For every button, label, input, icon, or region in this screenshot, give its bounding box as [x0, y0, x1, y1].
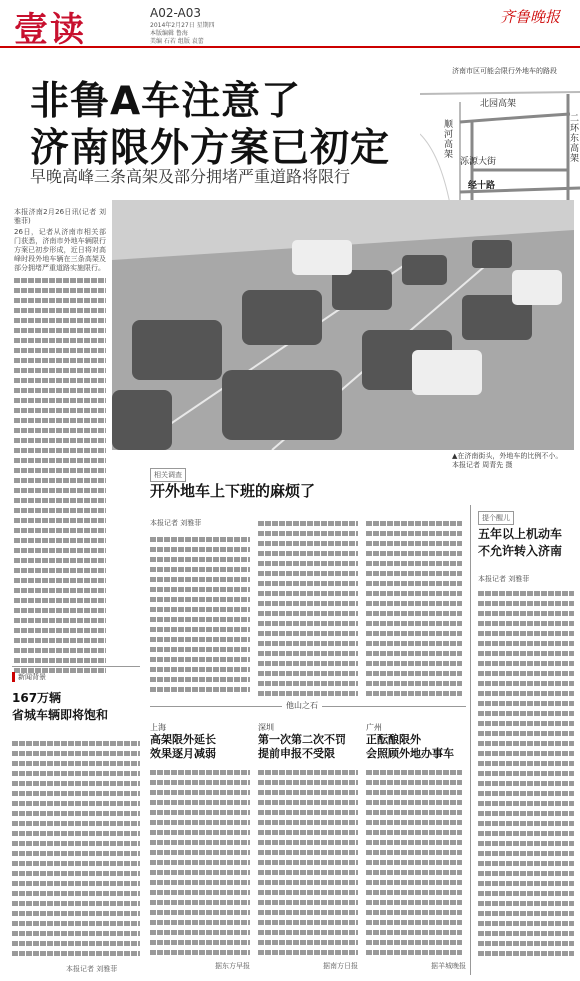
map-caption: 济南市区可能会限行外地车的路段: [452, 67, 557, 75]
feature-column-2: [258, 516, 358, 700]
map-road-luoyuan: 泺源大街: [460, 157, 497, 167]
city-body-shenzhen: [258, 765, 358, 961]
map-road-jingshi: 经十路: [468, 181, 496, 191]
masthead-design: 美编 石若 组版 袁蕾: [150, 38, 204, 45]
city-body-guangzhou: [366, 765, 462, 961]
city-guangzhou: [366, 722, 466, 971]
feature-label: [150, 462, 186, 482]
news-back-title: [12, 690, 108, 724]
news-back-byline: 本报记者 刘雅菲: [66, 965, 118, 973]
sidebar-divider: [470, 505, 471, 975]
others-section-label: 他山之石: [282, 700, 322, 711]
city-title-shenzhen-2: 提前申报不受限: [258, 747, 335, 760]
masthead-meta: [150, 22, 215, 46]
sidebar-byline: 本报记者 刘雅菲: [478, 575, 530, 583]
feature-byline: 本报记者 刘雅菲: [150, 519, 202, 527]
news-back-divider: [12, 666, 140, 667]
traffic-photo: [112, 200, 574, 450]
headline-line-1: 非鲁A车注意了: [30, 79, 302, 124]
masthead-editor: 本版编辑 鲁海: [150, 30, 188, 37]
city-shanghai: [150, 722, 250, 971]
city-title-shanghai-2: 效果逐月减弱: [150, 747, 216, 760]
sidebar-body: [478, 586, 574, 966]
headline-line-2: 济南限外方案已初定: [30, 126, 391, 171]
city-credit-guangzhou: 据羊城晚报: [431, 962, 466, 970]
sidebar-title: [478, 526, 562, 560]
masthead: [0, 0, 580, 48]
city-title-shanghai-1: 高架限外延长: [150, 733, 216, 746]
photo-credit: 本报记者 周青先 摄: [452, 461, 513, 469]
feature-column-1: [150, 532, 250, 700]
news-back-label: 新闻背景: [12, 672, 46, 682]
news-back-title-line-1: 167万辆: [12, 691, 62, 705]
paper-logo: 齐鲁晚报: [500, 8, 561, 26]
feature-column-3: [366, 516, 462, 700]
city-shenzhen: [258, 722, 358, 971]
city-title-guangzhou-1: 正酝酿限外: [366, 733, 421, 746]
feature-label-text: 相关调查: [150, 468, 186, 482]
city-name-guangzhou: 广州: [366, 723, 382, 732]
road-map: [420, 74, 580, 204]
lead-text: 26日，记者从济南市相关部门获悉，济南市外地车辆限行方案已初步形成，近日将对高峰时段外地车辆在三条高架及部分拥堵严重道路实施限行。: [14, 228, 106, 272]
city-title-guangzhou-2: 会照顾外地办事车: [366, 747, 454, 760]
section-logo: 壹读: [14, 10, 86, 50]
news-back-title-line-2: 省城车辆即将饱和: [12, 708, 109, 722]
city-name-shanghai: 上海: [150, 723, 166, 732]
city-credit-shenzhen: 据南方日报: [323, 962, 358, 970]
lead-body: [14, 278, 106, 673]
news-back-body: [12, 736, 140, 960]
sidebar-title-line-1: 五年以上机动车: [478, 527, 563, 541]
feature-title: 开外地车上下班的麻烦了: [150, 482, 316, 500]
photo-caption: [452, 452, 572, 470]
headline-subtitle: 早晚高峰三条高架及部分拥堵严重道路将限行: [30, 167, 351, 186]
map-road-beiyuan: 北园高架: [480, 99, 517, 109]
sidebar-label: [478, 505, 514, 525]
map-road-erhuan-east: 二环东高架: [570, 114, 580, 164]
city-credit-shanghai: 据东方早报: [215, 962, 250, 970]
city-name-shenzhen: 深圳: [258, 723, 274, 732]
traffic-photo-graphic: [112, 200, 574, 450]
city-title-shenzhen-1: 第一次第二次不罚: [258, 733, 346, 746]
masthead-date: 2014年2月27日 星期四: [150, 22, 215, 29]
city-body-shanghai: [150, 765, 250, 961]
lead-column: [14, 208, 106, 673]
page-number: A02-A03: [150, 6, 202, 20]
lead-byline: 本报济南2月26日讯(记者 刘雅菲): [14, 208, 106, 225]
photo-caption-text: ▲在济南街头，外地车的比例不小。: [452, 452, 563, 460]
map-road-shunhe: 顺河高架: [444, 120, 454, 160]
sidebar-title-line-2: 不允许转入济南: [478, 544, 563, 558]
sidebar-label-text: 提个醒儿: [478, 511, 514, 525]
